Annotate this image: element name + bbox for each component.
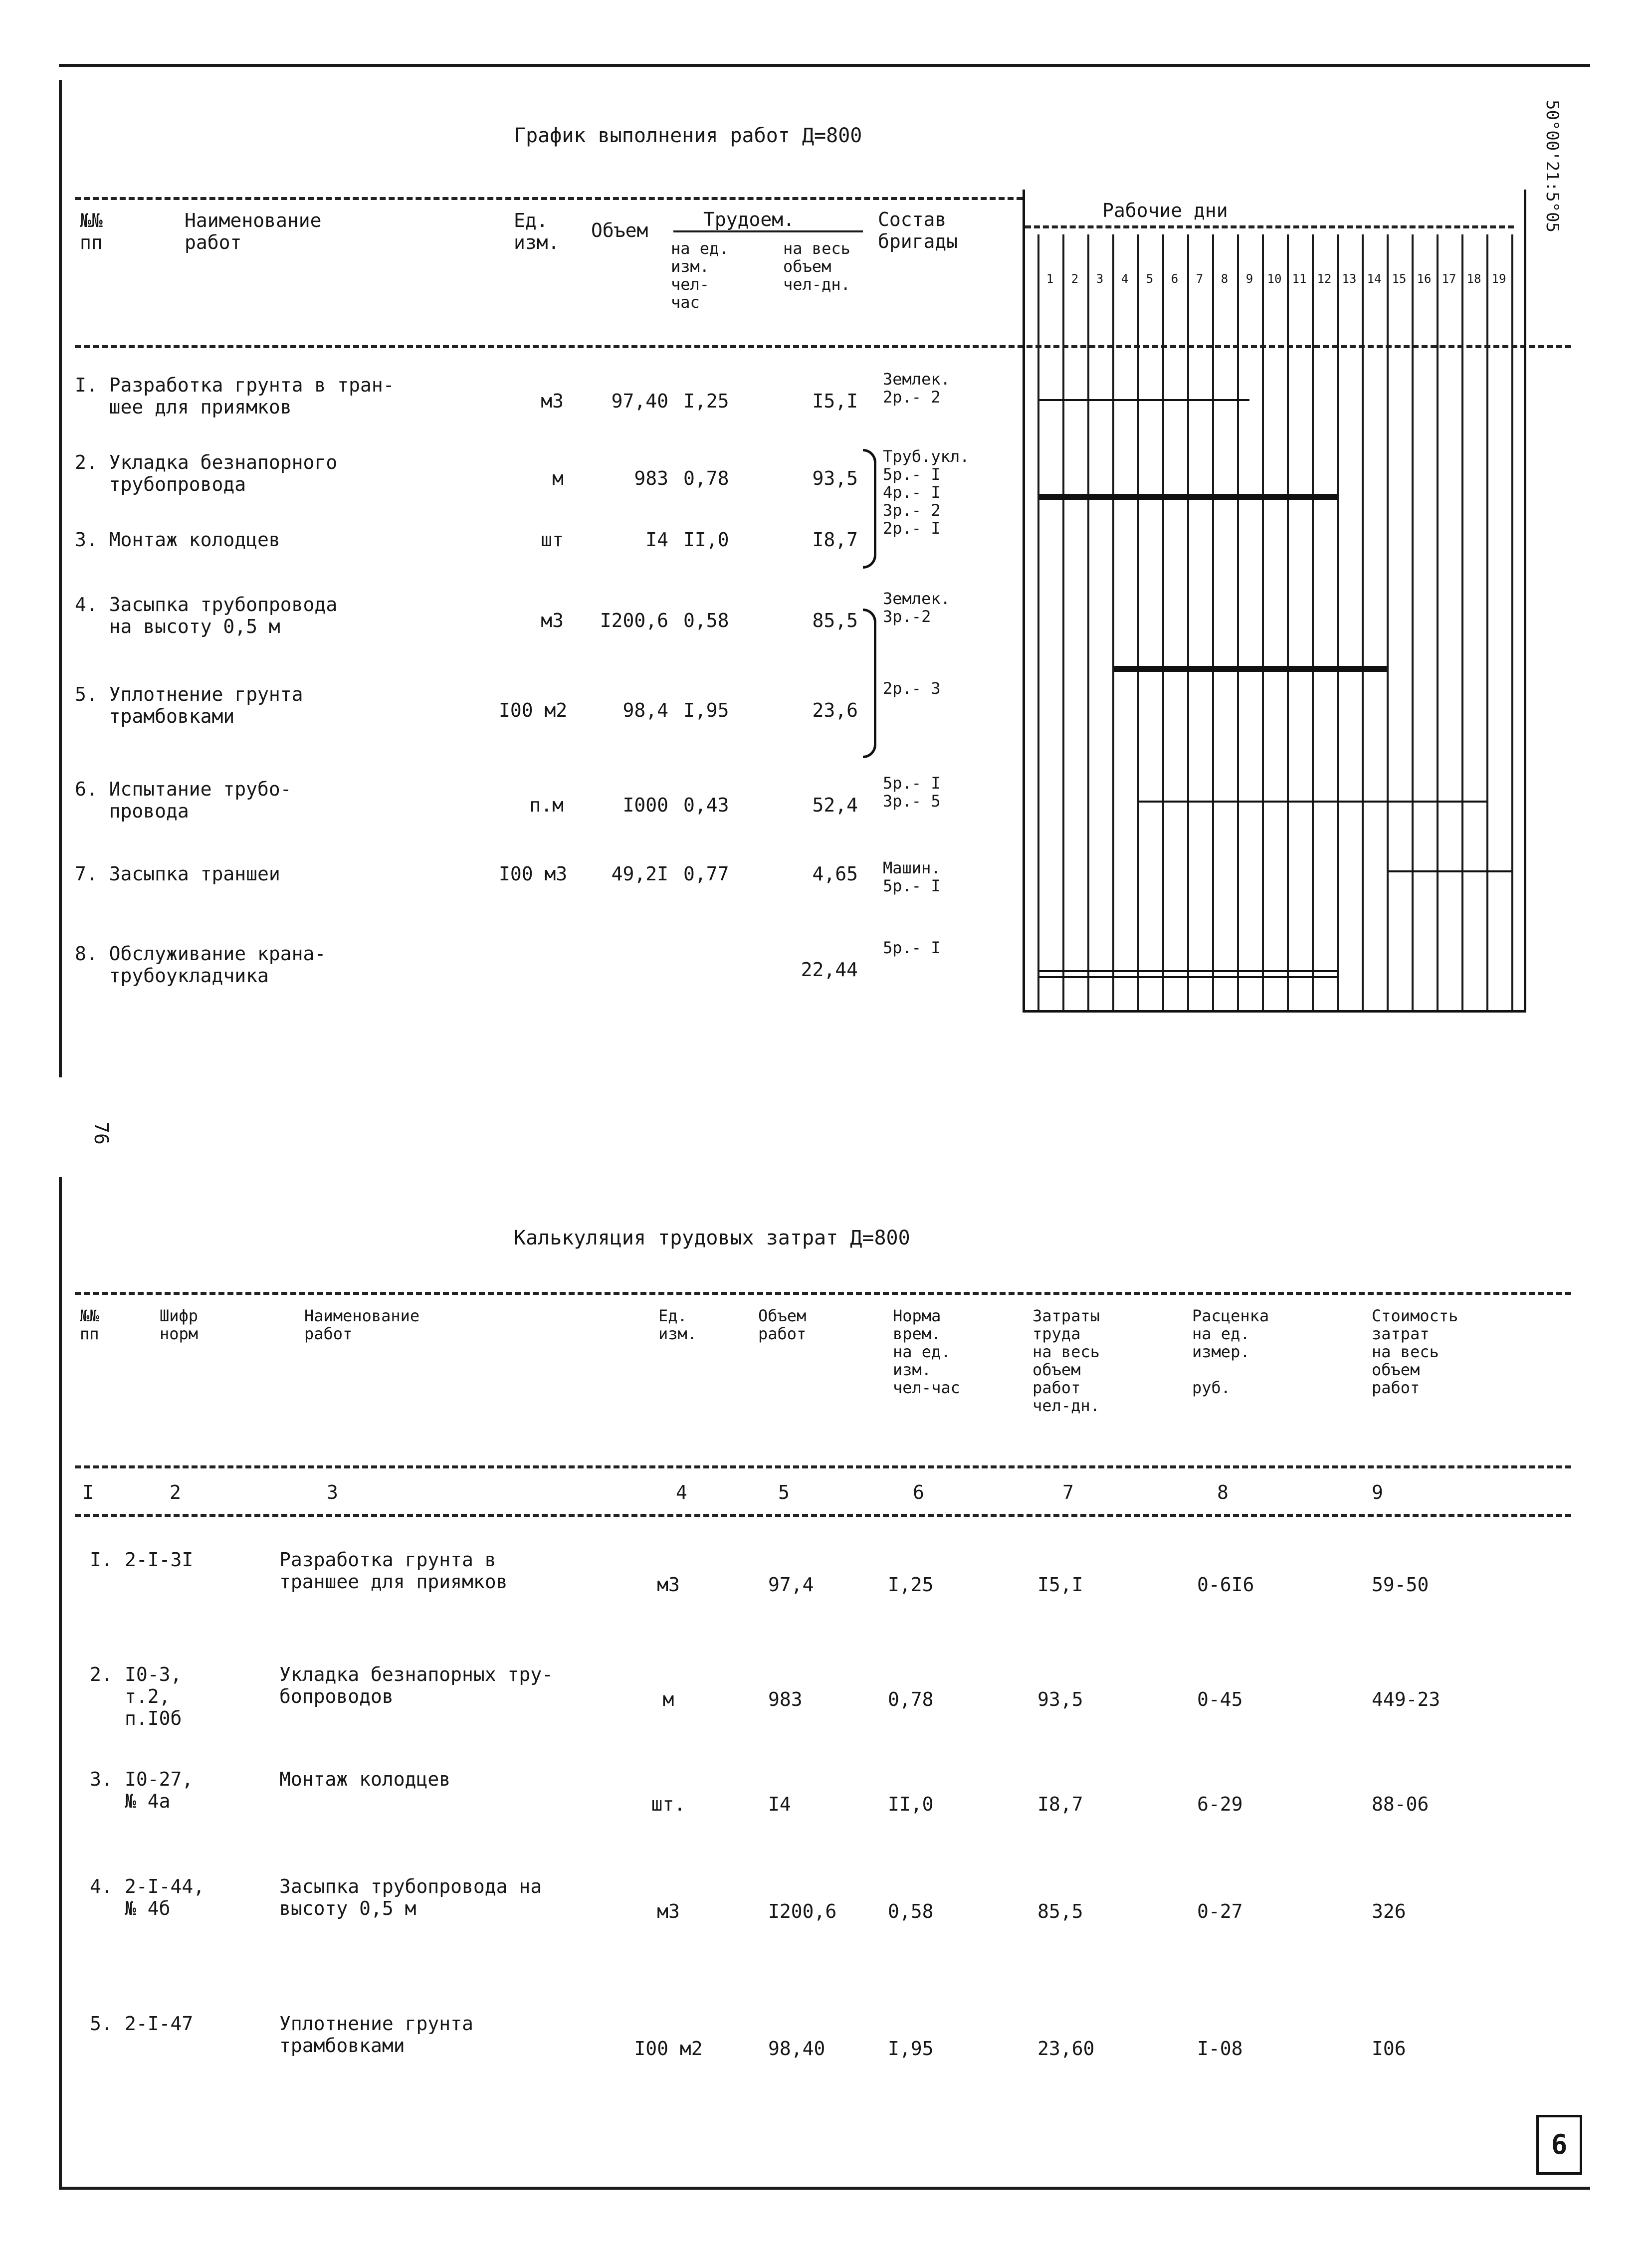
schedule-row-unit: п.м — [529, 794, 564, 816]
gantt-day-number: 17 — [1442, 272, 1456, 286]
gantt-day-number: 19 — [1491, 272, 1506, 286]
calc-row-rate: I-08 — [1197, 2038, 1243, 2060]
gantt-day-line — [1511, 234, 1513, 1010]
schedule-row-total: 52,4 — [812, 794, 858, 816]
calc-header-cell: Объем работ — [758, 1306, 807, 1343]
side-code: 50°00'21:5°05 — [1542, 100, 1562, 233]
calc-row-cost: 326 — [1372, 1900, 1406, 1922]
schedule-title: График выполнения работ Д=800 — [514, 124, 862, 147]
schedule-row-crew: Труб.укл. 5р.- I 4р.- I 3р.- 2 2р.- I — [883, 447, 970, 538]
calc-row-code: I0-27, № 4а — [125, 1768, 194, 1812]
calc-header-top-rule — [75, 1292, 1571, 1295]
calc-row-num: 2. — [90, 1663, 113, 1685]
gantt-day-line — [1137, 234, 1139, 1010]
schedule-row-volume: 98,4 — [622, 699, 668, 721]
calc-row-code: 2-I-47 — [125, 2013, 194, 2035]
page-stamp: 6 — [1536, 2115, 1582, 2175]
gantt-day-number: 7 — [1196, 272, 1204, 286]
schedule-row-per-unit: 0,78 — [683, 467, 729, 489]
calc-row-rate: 0-45 — [1197, 1688, 1243, 1710]
schedule-row-name: 4. Засыпка трубопровода на высоту 0,5 м — [75, 594, 338, 637]
schedule-row-name: 5. Уплотнение грунта трамбовками — [75, 683, 303, 727]
schedule-row-total: 85,5 — [812, 610, 858, 631]
gantt-day-line — [1237, 234, 1239, 1010]
calc-row-rate: 0-6I6 — [1197, 1574, 1254, 1596]
brace-rows-4-5 — [863, 609, 876, 758]
calc-row-norm: I,25 — [888, 1574, 934, 1596]
gantt-day-number: 3 — [1096, 272, 1104, 286]
gantt-day-number: 10 — [1267, 272, 1282, 286]
calc-row-unit: м — [662, 1688, 674, 1710]
gantt-day-line — [1312, 234, 1314, 1010]
gantt-day-number: 11 — [1292, 272, 1307, 286]
gantt-day-number: 1 — [1046, 272, 1054, 286]
schedule-row-crew: 5р.- I 3р.- 5 — [883, 774, 941, 811]
gantt-day-number: 16 — [1417, 272, 1432, 286]
schedule-row-crew: Землек. 3р.-2 — [883, 589, 950, 626]
calc-row-volume: 983 — [768, 1688, 803, 1710]
brace-rows-2-3 — [863, 449, 876, 569]
schedule-row-unit: шт — [541, 529, 564, 551]
gantt-day-number: 18 — [1466, 272, 1481, 286]
gantt-day-line — [1437, 234, 1439, 1010]
schedule-row-crew: Землек. 2р.- 2 — [883, 370, 950, 407]
schedule-row-total: 23,6 — [812, 699, 858, 721]
calc-row-cost: 449-23 — [1372, 1688, 1441, 1710]
gantt-bar — [1139, 801, 1486, 803]
schedule-row-name: 7. Засыпка траншеи — [75, 863, 280, 885]
calc-header-cell: Шифр норм — [160, 1306, 199, 1343]
schedule-row-volume: 983 — [634, 467, 668, 489]
calc-row-name: Монтаж колодцев — [279, 1768, 451, 1790]
calc-row-volume: I4 — [768, 1793, 791, 1815]
calc-row-labor: I8,7 — [1037, 1793, 1083, 1815]
schedule-row-total: 93,5 — [812, 467, 858, 489]
calc-row-cost: I06 — [1372, 2038, 1406, 2060]
calc-header-cell: Расценка на ед. измер. руб. — [1192, 1306, 1269, 1397]
gantt-day-line — [1187, 234, 1189, 1010]
calc-header-cell: Ед. изм. — [658, 1306, 697, 1343]
schedule-row-volume: 97,40 — [611, 390, 668, 412]
schedule-header-top-rule — [75, 197, 1023, 200]
calc-row-name: Разработка грунта в траншее для приямков — [279, 1549, 508, 1593]
calc-row-norm: II,0 — [888, 1793, 934, 1815]
calc-col-number: 9 — [1372, 1481, 1383, 1503]
calc-row-unit: м3 — [657, 1900, 680, 1922]
calc-row-labor: I5,I — [1037, 1574, 1083, 1596]
page-border-left-lower — [59, 1177, 62, 2190]
page-border-top — [59, 64, 1590, 67]
gantt-bar — [1389, 870, 1511, 872]
gantt-day-number: 5 — [1146, 272, 1154, 286]
schedule-header-unit: Ед. изм. — [514, 209, 560, 253]
schedule-row-crew: Машин. 5р.- I — [883, 858, 941, 895]
page-number-side: 76 — [90, 1122, 112, 1145]
gantt-day-line — [1087, 234, 1089, 1010]
calc-col-number: 2 — [170, 1481, 181, 1503]
calc-header-cell: Наименование работ — [304, 1306, 420, 1343]
schedule-row-total: I8,7 — [812, 529, 858, 551]
schedule-row-volume: 49,2I — [611, 863, 668, 885]
gantt-day-line — [1212, 234, 1214, 1010]
schedule-row-name: 3. Монтаж колодцев — [75, 529, 280, 551]
calc-col-number: 8 — [1217, 1481, 1229, 1503]
gantt-day-number: 2 — [1071, 272, 1079, 286]
schedule-row-unit: м3 — [541, 390, 564, 412]
calc-row-labor: 93,5 — [1037, 1688, 1083, 1710]
gantt-frame — [1023, 190, 1526, 1013]
schedule-row-volume: I4 — [645, 529, 668, 551]
calc-header-cell: Норма врем. на ед. изм. чел-час — [893, 1306, 960, 1397]
calc-row-unit: шт. — [651, 1793, 686, 1815]
schedule-row-total: I5,I — [812, 390, 858, 412]
schedule-row-unit: I00 м2 — [499, 699, 568, 721]
gantt-bar — [1039, 399, 1249, 401]
calc-header-cell: Затраты труда на весь объем работ чел-дн. — [1032, 1306, 1100, 1415]
calc-row-num: 3. — [90, 1768, 113, 1790]
schedule-header-total: на весь объем чел-дн. — [783, 239, 850, 294]
calc-row-code: I0-3, т.2, п.I0б — [125, 1663, 182, 1729]
calc-row-rate: 6-29 — [1197, 1793, 1243, 1815]
gantt-day-line — [1461, 234, 1463, 1010]
gantt-day-line — [1262, 234, 1264, 1010]
schedule-row-name: 6. Испытание трубо- провода — [75, 778, 292, 822]
schedule-row-total: 4,65 — [812, 863, 858, 885]
schedule-header-crew: Состав бригады — [878, 208, 958, 252]
gantt-day-line — [1337, 234, 1339, 1010]
calc-col-number: I — [82, 1481, 94, 1503]
gantt-day-number: 9 — [1245, 272, 1253, 286]
page-border-left — [59, 80, 62, 1077]
gantt-days-rule — [1025, 225, 1514, 228]
schedule-header-name: Наименование работ — [185, 209, 322, 253]
calc-row-name: Укладка безнапорных тру- бопроводов — [279, 1663, 554, 1707]
gantt-day-number: 6 — [1171, 272, 1179, 286]
calc-col-number: 4 — [676, 1481, 687, 1503]
calc-row-labor: 85,5 — [1037, 1900, 1083, 1922]
schedule-row-per-unit: I,25 — [683, 390, 729, 412]
calc-row-norm: 0,58 — [888, 1900, 934, 1922]
calc-row-code: 2-I-3I — [125, 1549, 194, 1571]
calc-col-number: 5 — [778, 1481, 790, 1503]
calc-header-cell: Стоимость затрат на весь объем работ — [1372, 1306, 1458, 1397]
schedule-row-name: 8. Обслуживание крана- трубоукладчика — [75, 943, 326, 987]
schedule-row-per-unit: II,0 — [683, 529, 729, 551]
gantt-day-number: 4 — [1121, 272, 1129, 286]
schedule-header-volume: Объем — [591, 219, 648, 241]
schedule-row-crew: 2р.- 3 — [883, 679, 941, 698]
calc-header-bottom-rule — [75, 1465, 1571, 1468]
labor-underline — [673, 230, 863, 232]
gantt-day-line — [1387, 234, 1389, 1010]
calc-row-cost: 88-06 — [1372, 1793, 1429, 1815]
schedule-row-volume: I200,6 — [600, 610, 668, 631]
schedule-header-num: №№ пп — [80, 209, 103, 253]
gantt-bar — [1114, 666, 1387, 672]
calc-row-num: 4. — [90, 1875, 113, 1897]
calc-col-number: 3 — [327, 1481, 338, 1503]
schedule-row-name: 2. Укладка безнапорного трубопровода — [75, 451, 338, 495]
schedule-row-per-unit: I,95 — [683, 699, 729, 721]
schedule-row-total: 22,44 — [801, 959, 858, 981]
gantt-day-number: 8 — [1221, 272, 1229, 286]
schedule-row-name: I. Разработка грунта в тран- шее для приямков — [75, 374, 395, 418]
gantt-day-line — [1287, 234, 1289, 1010]
calc-row-rate: 0-27 — [1197, 1900, 1243, 1922]
gantt-day-line — [1112, 234, 1114, 1010]
calc-row-unit: м3 — [657, 1574, 680, 1596]
calc-colnum-rule — [75, 1514, 1571, 1517]
schedule-row-volume: I000 — [622, 794, 668, 816]
calc-row-num: I. — [90, 1549, 113, 1571]
calc-row-name: Засыпка трубопровода на высоту 0,5 м — [279, 1875, 542, 1919]
calc-row-cost: 59-50 — [1372, 1574, 1429, 1596]
schedule-row-per-unit: 0,77 — [683, 863, 729, 885]
gantt-day-line — [1037, 234, 1039, 1010]
page-border-bottom — [59, 2187, 1590, 2190]
gantt-day-line — [1412, 234, 1414, 1010]
schedule-header-per-unit: на ед. изм. чел- час — [671, 239, 729, 312]
gantt-day-number: 12 — [1317, 272, 1332, 286]
calc-row-volume: 98,40 — [768, 2038, 825, 2060]
schedule-header-labor: Трудоем. — [703, 208, 795, 230]
schedule-row-crew: 5р.- I — [883, 938, 941, 957]
calc-row-name: Уплотнение грунта трамбовками — [279, 2013, 473, 2057]
calculation-title: Калькуляция трудовых затрат Д=800 — [514, 1227, 910, 1249]
gantt-day-line — [1162, 234, 1164, 1010]
gantt-day-number: 15 — [1392, 272, 1407, 286]
gantt-days-header: Рабочие дни — [1102, 200, 1228, 221]
calc-row-unit: I00 м2 — [634, 2038, 703, 2060]
calc-row-volume: 97,4 — [768, 1574, 814, 1596]
gantt-day-line — [1062, 234, 1064, 1010]
gantt-day-number: 14 — [1367, 272, 1382, 286]
schedule-row-unit: м3 — [541, 610, 564, 631]
calc-header-cell: №№ пп — [80, 1306, 99, 1343]
calc-row-volume: I200,6 — [768, 1900, 837, 1922]
gantt-day-line — [1486, 234, 1488, 1010]
schedule-row-unit: м — [552, 467, 564, 489]
calc-col-number: 6 — [913, 1481, 924, 1503]
calc-col-number: 7 — [1062, 1481, 1074, 1503]
schedule-row-per-unit: 0,43 — [683, 794, 729, 816]
gantt-bar — [1039, 494, 1337, 500]
schedule-row-unit: I00 м3 — [499, 863, 568, 885]
gantt-bar — [1039, 970, 1337, 978]
calc-row-code: 2-I-44, № 4б — [125, 1875, 205, 1919]
calc-row-norm: I,95 — [888, 2038, 934, 2060]
calc-row-num: 5. — [90, 2013, 113, 2035]
gantt-day-number: 13 — [1342, 272, 1357, 286]
calc-row-norm: 0,78 — [888, 1688, 934, 1710]
calc-row-labor: 23,60 — [1037, 2038, 1095, 2060]
schedule-row-per-unit: 0,58 — [683, 610, 729, 631]
gantt-day-line — [1362, 234, 1364, 1010]
